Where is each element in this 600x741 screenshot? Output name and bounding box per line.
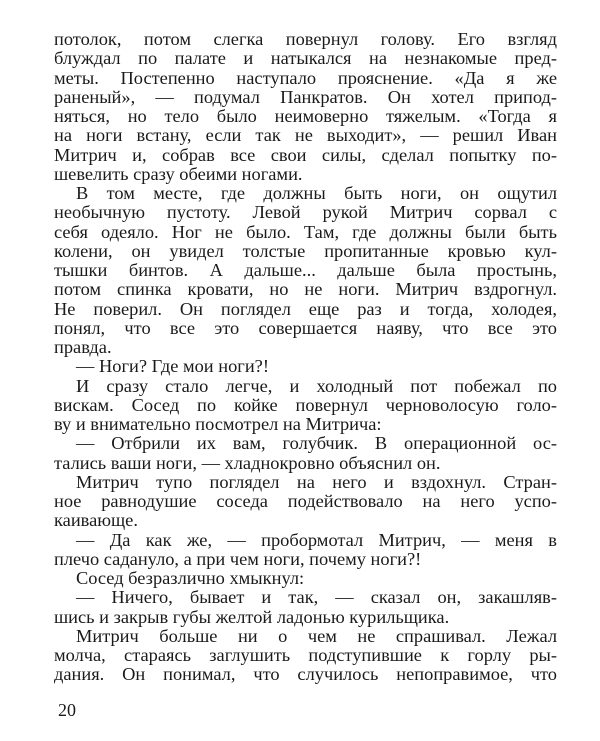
text-line: — Да как же, — пробормотал Митрич, — меня в bbox=[76, 529, 557, 550]
paragraph bbox=[54, 357, 557, 376]
text-line: Митрич больше ни о чем не спрашивал. Лежал bbox=[76, 625, 557, 646]
text-line: — Ничего, бывает и так, — сказал он, закашляв- bbox=[76, 587, 557, 608]
text-line: ву и внимательно посмотрел на Митрича: bbox=[54, 414, 382, 434]
text-line: дания. Он понимал, что случилось непоправимое, что bbox=[54, 664, 557, 685]
text-line: вискам. Сосед по койке повернул черноволосую голо- bbox=[54, 394, 557, 415]
text-line: И сразу стало легче, и холодный пот побежал по bbox=[76, 375, 557, 396]
text-line: правда. bbox=[54, 337, 112, 357]
paragraph bbox=[54, 588, 557, 627]
text-line: няться, но тело было неимоверно тяжелым. «Тогда я bbox=[54, 106, 557, 126]
page-number: 20 bbox=[58, 700, 76, 720]
text-line: колени, он увидел толстые пропитанные кровью кул- bbox=[54, 240, 557, 261]
text-line: блуждал по палате и натыкался на незнакомые пред- bbox=[54, 48, 557, 69]
text-line: шись и закрыв губы желтой ладонью курильщика. bbox=[54, 606, 450, 627]
text-line: Не поверил. Он поглядел еще раз и тогда, холодея, bbox=[54, 298, 557, 319]
text-line: ное равнодушие соседа подействовало на него успо- bbox=[54, 491, 557, 511]
paragraph bbox=[54, 627, 557, 685]
paragraph bbox=[54, 184, 557, 357]
text-line: — Отбрили их вам, голубчик. В операционной ос- bbox=[76, 433, 557, 454]
text-line: тышки бинтов. А дальше... дальше была простынь, bbox=[54, 260, 557, 280]
text-line: — Ноги? Где мои ноги?! bbox=[76, 356, 269, 377]
text-line: Митрич тупо поглядел на него и вздохнул. Стран- bbox=[76, 471, 557, 492]
text-line: необычную пустоту. Левой рукой Митрич сорвал с bbox=[54, 202, 557, 223]
text-line: тались ваши ноги, — хладнокровно объяснил он. bbox=[54, 452, 441, 473]
text-line: раненый», — подумал Панкратов. Он хотел припод- bbox=[54, 86, 557, 107]
text-line: понял, что все это совершается наяву, что все это bbox=[54, 317, 557, 338]
paragraph bbox=[54, 434, 557, 473]
paragraph bbox=[54, 531, 557, 570]
paragraph bbox=[54, 569, 557, 588]
text-line: шевелить сразу обеими ногами. bbox=[54, 163, 303, 184]
paragraph bbox=[54, 473, 557, 531]
text-line: плечо садануло, а при чем ноги, почему ноги?! bbox=[54, 548, 422, 569]
text-line: потолок, потом слегка повернул голову. Его взгляд bbox=[54, 29, 557, 49]
text-line: В том месте, где должны быть ноги, он ощутил bbox=[76, 183, 557, 203]
page-text bbox=[54, 30, 557, 685]
text-line: меты. Постепенно наступало прояснение. «Да я же bbox=[54, 67, 557, 88]
text-line: потом спинка кровати, но не ноги. Митрич вздрогнул. bbox=[54, 279, 557, 300]
paragraph bbox=[54, 377, 557, 435]
text-line: каивающе. bbox=[54, 510, 138, 531]
text-line: Сосед безразлично хмыкнул: bbox=[76, 568, 305, 588]
text-line: Митрич и, собрав все свои силы, сделал попытку по- bbox=[54, 144, 557, 165]
text-line: себя одеяло. Ног не было. Там, где должны были быть bbox=[54, 221, 557, 242]
paragraph bbox=[54, 30, 557, 184]
text-line: молча, стараясь заглушить подступившие к горлу ры- bbox=[54, 645, 557, 665]
text-line: на ноги встану, если так не выходит», — решил Иван bbox=[54, 125, 557, 146]
